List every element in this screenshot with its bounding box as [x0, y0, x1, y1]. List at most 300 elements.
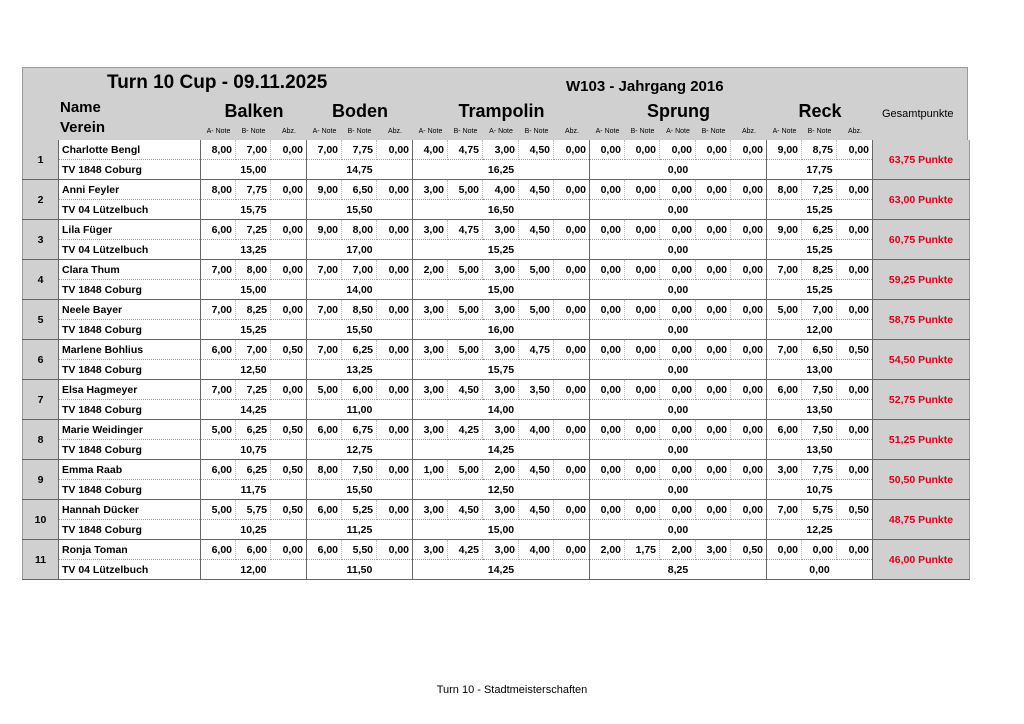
athlete-club: TV 1848 Coburg — [59, 320, 201, 340]
reck-sum-cell: 0,00 — [767, 560, 873, 580]
balken-sum-cell: 12,00 — [201, 560, 307, 580]
age-class-title: W103 - Jahrgang 2016 — [566, 78, 724, 95]
sprung-sum-cell: 0,00 — [590, 440, 767, 460]
balken-score-cell: 0,00 — [271, 180, 307, 200]
balken-sum-cell: 13,25 — [201, 240, 307, 260]
table-header — [22, 67, 968, 140]
reck-score-cell: 0,00 — [802, 540, 837, 560]
sprung-score-cell: 0,00 — [696, 420, 731, 440]
boden-sum-cell: 11,25 — [307, 520, 413, 540]
table-row — [23, 380, 970, 400]
athlete-club: TV 1848 Coburg — [59, 360, 201, 380]
sprung-score-cell: 0,00 — [590, 260, 625, 280]
trampolin-score-cell: 5,00 — [448, 260, 483, 280]
balken-score-cell: 8,00 — [201, 180, 236, 200]
reck-score-cell: 0,00 — [837, 420, 873, 440]
balken-sum-cell: 11,75 — [201, 480, 307, 500]
sub-column-label: Abz. — [741, 128, 756, 135]
sprung-score-cell: 0,00 — [731, 260, 767, 280]
results-sheet — [22, 67, 968, 580]
trampolin-score-cell: 3,00 — [413, 220, 448, 240]
sprung-sum-cell: 0,00 — [590, 400, 767, 420]
sprung-sum-cell: 0,00 — [590, 200, 767, 220]
reck-score-cell: 0,00 — [837, 380, 873, 400]
boden-score-cell: 5,50 — [342, 540, 377, 560]
athlete-club: TV 1848 Coburg — [59, 160, 201, 180]
sprung-score-cell: 0,00 — [731, 460, 767, 480]
boden-score-cell: 0,00 — [377, 460, 413, 480]
balken-score-cell: 5,00 — [201, 420, 236, 440]
balken-score-cell: 0,00 — [271, 220, 307, 240]
boden-score-cell: 0,00 — [377, 420, 413, 440]
trampolin-score-cell: 3,00 — [483, 140, 519, 160]
trampolin-score-cell: 4,50 — [519, 140, 554, 160]
sprung-sum-cell: 0,00 — [590, 520, 767, 540]
name-column-label: Name — [60, 99, 101, 116]
reck-sum-cell: 15,25 — [767, 280, 873, 300]
sprung-score-cell: 2,00 — [660, 540, 696, 560]
trampolin-score-cell: 4,00 — [519, 420, 554, 440]
athlete-club: TV 04 Lützelbuch — [59, 240, 201, 260]
balken-sum-cell: 14,25 — [201, 400, 307, 420]
balken-score-cell: 6,00 — [236, 540, 271, 560]
sprung-score-cell: 0,00 — [625, 300, 660, 320]
sprung-score-cell: 0,00 — [590, 140, 625, 160]
sub-column-label: Abz. — [847, 128, 862, 135]
trampolin-score-cell: 3,00 — [413, 300, 448, 320]
total-points: 52,75 Punkte — [873, 380, 970, 420]
rank-cell: 1 — [23, 140, 59, 180]
sprung-score-cell: 3,00 — [696, 540, 731, 560]
reck-sum-cell: 17,75 — [767, 160, 873, 180]
sub-column-label: A- Note — [206, 128, 231, 135]
trampolin-score-cell: 3,00 — [413, 180, 448, 200]
table-row-subtotals — [23, 160, 970, 180]
balken-score-cell: 7,00 — [201, 260, 236, 280]
balken-score-cell: 0,00 — [271, 260, 307, 280]
sprung-score-cell: 0,00 — [696, 380, 731, 400]
boden-sum-cell: 11,50 — [307, 560, 413, 580]
total-points: 51,25 Punkte — [873, 420, 970, 460]
balken-score-cell: 0,00 — [271, 380, 307, 400]
sprung-score-cell: 0,00 — [660, 460, 696, 480]
trampolin-score-cell: 0,00 — [554, 380, 590, 400]
trampolin-sum-cell: 15,25 — [413, 240, 590, 260]
balken-score-cell: 6,00 — [201, 340, 236, 360]
total-points: 58,75 Punkte — [873, 300, 970, 340]
apparatus-label-sprung: Sprung — [647, 101, 710, 121]
balken-sum-cell: 15,25 — [201, 320, 307, 340]
boden-score-cell: 0,00 — [377, 140, 413, 160]
sprung-score-cell: 0,00 — [660, 180, 696, 200]
reck-sum-cell: 15,25 — [767, 240, 873, 260]
trampolin-score-cell: 0,00 — [554, 540, 590, 560]
table-row-subtotals — [23, 240, 970, 260]
trampolin-score-cell: 4,75 — [519, 340, 554, 360]
boden-sum-cell: 12,75 — [307, 440, 413, 460]
table-row — [23, 460, 970, 480]
boden-score-cell: 5,25 — [342, 500, 377, 520]
athlete-club: TV 1848 Coburg — [59, 400, 201, 420]
trampolin-score-cell: 3,50 — [519, 380, 554, 400]
boden-score-cell: 0,00 — [377, 540, 413, 560]
sprung-sum-cell: 8,25 — [590, 560, 767, 580]
rank-cell: 6 — [23, 340, 59, 380]
balken-score-cell: 8,25 — [236, 300, 271, 320]
sprung-score-cell: 0,00 — [625, 380, 660, 400]
sub-column-label: B- Note — [701, 128, 726, 135]
athlete-club: TV 1848 Coburg — [59, 480, 201, 500]
boden-score-cell: 6,25 — [342, 340, 377, 360]
reck-score-cell: 7,50 — [802, 420, 837, 440]
sprung-score-cell: 0,00 — [625, 420, 660, 440]
reck-score-cell: 0,50 — [837, 340, 873, 360]
sub-column-label: Abz. — [281, 128, 296, 135]
sprung-score-cell: 0,00 — [731, 500, 767, 520]
sprung-score-cell: 0,00 — [625, 460, 660, 480]
table-row — [23, 260, 970, 280]
balken-sum-cell: 15,75 — [201, 200, 307, 220]
reck-sum-cell: 15,25 — [767, 200, 873, 220]
sprung-score-cell: 0,00 — [590, 180, 625, 200]
rank-cell: 11 — [23, 540, 59, 580]
trampolin-score-cell: 0,00 — [554, 420, 590, 440]
trampolin-score-cell: 0,00 — [554, 300, 590, 320]
reck-score-cell: 0,00 — [837, 220, 873, 240]
sprung-score-cell: 0,00 — [590, 380, 625, 400]
boden-sum-cell: 11,00 — [307, 400, 413, 420]
table-row — [23, 300, 970, 320]
apparatus-label-trampolin: Trampolin — [458, 101, 545, 121]
boden-score-cell: 7,00 — [307, 260, 342, 280]
boden-score-cell: 7,00 — [342, 260, 377, 280]
table-row — [23, 420, 970, 440]
trampolin-score-cell: 5,00 — [519, 300, 554, 320]
athlete-club: TV 1848 Coburg — [59, 520, 201, 540]
trampolin-score-cell: 5,00 — [519, 260, 554, 280]
sprung-sum-cell: 0,00 — [590, 240, 767, 260]
balken-score-cell: 6,25 — [236, 420, 271, 440]
balken-score-cell: 7,25 — [236, 220, 271, 240]
reck-score-cell: 5,00 — [767, 300, 802, 320]
sprung-score-cell: 0,00 — [625, 220, 660, 240]
reck-score-cell: 6,00 — [767, 420, 802, 440]
reck-score-cell: 7,25 — [802, 180, 837, 200]
boden-score-cell: 7,75 — [342, 140, 377, 160]
trampolin-score-cell: 4,50 — [519, 180, 554, 200]
sprung-score-cell: 0,00 — [625, 500, 660, 520]
reck-score-cell: 0,00 — [837, 540, 873, 560]
boden-sum-cell: 15,50 — [307, 480, 413, 500]
trampolin-sum-cell: 15,00 — [413, 280, 590, 300]
trampolin-score-cell: 3,00 — [483, 380, 519, 400]
trampolin-score-cell: 4,50 — [448, 500, 483, 520]
balken-score-cell: 5,00 — [201, 500, 236, 520]
sprung-score-cell: 0,00 — [696, 220, 731, 240]
balken-score-cell: 5,75 — [236, 500, 271, 520]
reck-score-cell: 7,00 — [767, 340, 802, 360]
sub-column-label: A- Note — [418, 128, 443, 135]
total-points: 46,00 Punkte — [873, 540, 970, 580]
reck-sum-cell: 13,50 — [767, 400, 873, 420]
table-row-subtotals — [23, 360, 970, 380]
balken-score-cell: 7,25 — [236, 380, 271, 400]
boden-score-cell: 9,00 — [307, 180, 342, 200]
sprung-score-cell: 0,00 — [590, 220, 625, 240]
balken-score-cell: 7,75 — [236, 180, 271, 200]
total-points: 63,00 Punkte — [873, 180, 970, 220]
athlete-name: Neele Bayer — [59, 300, 201, 320]
athlete-name: Elsa Hagmeyer — [59, 380, 201, 400]
boden-sum-cell: 17,00 — [307, 240, 413, 260]
rank-cell: 8 — [23, 420, 59, 460]
table-row-subtotals — [23, 520, 970, 540]
sprung-score-cell: 0,00 — [590, 500, 625, 520]
sprung-score-cell: 0,00 — [625, 140, 660, 160]
boden-score-cell: 6,50 — [342, 180, 377, 200]
reck-sum-cell: 12,25 — [767, 520, 873, 540]
sprung-sum-cell: 0,00 — [590, 320, 767, 340]
total-points: 60,75 Punkte — [873, 220, 970, 260]
sprung-score-cell: 0,00 — [660, 500, 696, 520]
balken-score-cell: 6,00 — [201, 540, 236, 560]
sprung-score-cell: 0,00 — [590, 340, 625, 360]
sprung-sum-cell: 0,00 — [590, 480, 767, 500]
trampolin-score-cell: 4,25 — [448, 540, 483, 560]
trampolin-score-cell: 3,00 — [483, 340, 519, 360]
table-row-subtotals — [23, 200, 970, 220]
trampolin-score-cell: 0,00 — [554, 140, 590, 160]
reck-score-cell: 8,00 — [767, 180, 802, 200]
trampolin-score-cell: 3,00 — [483, 220, 519, 240]
trampolin-score-cell: 2,00 — [413, 260, 448, 280]
total-points: 59,25 Punkte — [873, 260, 970, 300]
rank-cell: 3 — [23, 220, 59, 260]
table-row — [23, 540, 970, 560]
apparatus-label-reck: Reck — [798, 101, 842, 121]
boden-sum-cell: 15,50 — [307, 200, 413, 220]
boden-score-cell: 8,00 — [307, 460, 342, 480]
reck-sum-cell: 13,50 — [767, 440, 873, 460]
trampolin-score-cell: 1,00 — [413, 460, 448, 480]
sprung-sum-cell: 0,00 — [590, 160, 767, 180]
balken-sum-cell: 10,75 — [201, 440, 307, 460]
reck-score-cell: 7,00 — [767, 260, 802, 280]
total-column-label: Gesamtpunkte — [882, 108, 954, 120]
athlete-name: Anni Feyler — [59, 180, 201, 200]
boden-score-cell: 6,75 — [342, 420, 377, 440]
trampolin-score-cell: 4,50 — [519, 460, 554, 480]
balken-score-cell: 0,00 — [271, 300, 307, 320]
sprung-score-cell: 0,00 — [731, 180, 767, 200]
rank-cell: 10 — [23, 500, 59, 540]
reck-sum-cell: 13,00 — [767, 360, 873, 380]
balken-score-cell: 7,00 — [201, 380, 236, 400]
sprung-score-cell: 0,00 — [731, 140, 767, 160]
athlete-name: Ronja Toman — [59, 540, 201, 560]
rank-cell: 4 — [23, 260, 59, 300]
sub-column-label: Abz. — [387, 128, 402, 135]
table-row-subtotals — [23, 400, 970, 420]
reck-score-cell: 0,00 — [767, 540, 802, 560]
sub-column-label: B- Note — [241, 128, 266, 135]
table-row — [23, 220, 970, 240]
reck-score-cell: 6,25 — [802, 220, 837, 240]
balken-score-cell: 0,00 — [271, 540, 307, 560]
sub-column-label: B- Note — [524, 128, 549, 135]
reck-score-cell: 7,00 — [802, 300, 837, 320]
trampolin-score-cell: 0,00 — [554, 260, 590, 280]
trampolin-score-cell: 5,00 — [448, 340, 483, 360]
sprung-score-cell: 0,00 — [731, 420, 767, 440]
sprung-sum-cell: 0,00 — [590, 280, 767, 300]
boden-score-cell: 0,00 — [377, 180, 413, 200]
balken-sum-cell: 12,50 — [201, 360, 307, 380]
balken-score-cell: 8,00 — [201, 140, 236, 160]
sprung-score-cell: 0,00 — [625, 180, 660, 200]
reck-score-cell: 6,00 — [767, 380, 802, 400]
balken-score-cell: 0,50 — [271, 460, 307, 480]
trampolin-score-cell: 0,00 — [554, 180, 590, 200]
reck-score-cell: 8,25 — [802, 260, 837, 280]
club-column-label: Verein — [60, 119, 106, 136]
athlete-club: TV 04 Lützelbuch — [59, 200, 201, 220]
sub-column-label: B- Note — [630, 128, 655, 135]
sub-column-label: A- Note — [489, 128, 513, 135]
sprung-score-cell: 0,00 — [696, 500, 731, 520]
trampolin-sum-cell: 16,00 — [413, 320, 590, 340]
balken-score-cell: 7,00 — [236, 340, 271, 360]
sprung-score-cell: 0,00 — [731, 380, 767, 400]
reck-score-cell: 0,50 — [837, 500, 873, 520]
balken-score-cell: 0,00 — [271, 140, 307, 160]
trampolin-score-cell: 3,00 — [483, 500, 519, 520]
sprung-score-cell: 0,00 — [660, 420, 696, 440]
boden-score-cell: 0,00 — [377, 500, 413, 520]
trampolin-sum-cell: 14,25 — [413, 440, 590, 460]
trampolin-score-cell: 3,00 — [413, 420, 448, 440]
sprung-score-cell: 0,00 — [696, 140, 731, 160]
sprung-score-cell: 0,00 — [731, 300, 767, 320]
sprung-score-cell: 0,00 — [696, 460, 731, 480]
boden-score-cell: 5,00 — [307, 380, 342, 400]
boden-score-cell: 6,00 — [307, 420, 342, 440]
reck-score-cell: 7,00 — [767, 500, 802, 520]
boden-sum-cell: 13,25 — [307, 360, 413, 380]
reck-score-cell: 9,00 — [767, 220, 802, 240]
trampolin-score-cell: 5,00 — [448, 460, 483, 480]
total-points: 54,50 Punkte — [873, 340, 970, 380]
balken-sum-cell: 15,00 — [201, 160, 307, 180]
boden-score-cell: 9,00 — [307, 220, 342, 240]
table-row-subtotals — [23, 320, 970, 340]
table-row-subtotals — [23, 480, 970, 500]
sprung-score-cell: 0,00 — [696, 300, 731, 320]
boden-score-cell: 7,00 — [307, 140, 342, 160]
rank-cell: 9 — [23, 460, 59, 500]
sprung-score-cell: 2,00 — [590, 540, 625, 560]
boden-score-cell: 0,00 — [377, 380, 413, 400]
reck-score-cell: 7,75 — [802, 460, 837, 480]
sprung-score-cell: 0,00 — [625, 260, 660, 280]
reck-score-cell: 8,75 — [802, 140, 837, 160]
apparatus-label-boden: Boden — [332, 101, 388, 121]
trampolin-sum-cell: 15,75 — [413, 360, 590, 380]
trampolin-score-cell: 3,00 — [413, 540, 448, 560]
boden-score-cell: 8,50 — [342, 300, 377, 320]
athlete-name: Emma Raab — [59, 460, 201, 480]
reck-score-cell: 6,50 — [802, 340, 837, 360]
trampolin-sum-cell: 14,00 — [413, 400, 590, 420]
sub-column-label: B- Note — [453, 128, 478, 135]
sprung-score-cell: 0,00 — [660, 380, 696, 400]
sub-column-label: A- Note — [772, 128, 797, 135]
athlete-name: Hannah Dücker — [59, 500, 201, 520]
total-points: 48,75 Punkte — [873, 500, 970, 540]
table-row — [23, 340, 970, 360]
trampolin-score-cell: 3,00 — [413, 340, 448, 360]
sub-column-label: A- Note — [595, 128, 620, 135]
reck-sum-cell: 10,75 — [767, 480, 873, 500]
athlete-name: Charlotte Bengl — [59, 140, 201, 160]
reck-score-cell: 0,00 — [837, 460, 873, 480]
table-row-subtotals — [23, 280, 970, 300]
reck-score-cell: 3,00 — [767, 460, 802, 480]
balken-score-cell: 6,00 — [201, 460, 236, 480]
sub-column-label: B- Note — [807, 128, 832, 135]
sprung-score-cell: 0,00 — [731, 220, 767, 240]
sprung-score-cell: 0,50 — [731, 540, 767, 560]
trampolin-sum-cell: 16,25 — [413, 160, 590, 180]
balken-score-cell: 6,00 — [201, 220, 236, 240]
reck-score-cell: 0,00 — [837, 260, 873, 280]
trampolin-sum-cell: 12,50 — [413, 480, 590, 500]
rank-cell: 7 — [23, 380, 59, 420]
balken-score-cell: 0,50 — [271, 340, 307, 360]
reck-score-cell: 7,50 — [802, 380, 837, 400]
trampolin-score-cell: 2,00 — [483, 460, 519, 480]
rank-cell: 5 — [23, 300, 59, 340]
balken-score-cell: 7,00 — [236, 140, 271, 160]
trampolin-score-cell: 0,00 — [554, 500, 590, 520]
trampolin-score-cell: 3,00 — [483, 300, 519, 320]
table-row-subtotals — [23, 560, 970, 580]
boden-score-cell: 7,50 — [342, 460, 377, 480]
reck-score-cell: 5,75 — [802, 500, 837, 520]
sprung-score-cell: 0,00 — [625, 340, 660, 360]
trampolin-score-cell: 0,00 — [554, 460, 590, 480]
trampolin-score-cell: 4,00 — [483, 180, 519, 200]
boden-score-cell: 8,00 — [342, 220, 377, 240]
trampolin-score-cell: 3,00 — [483, 420, 519, 440]
sub-column-label: A- Note — [312, 128, 337, 135]
boden-score-cell: 0,00 — [377, 260, 413, 280]
boden-score-cell: 6,00 — [307, 540, 342, 560]
trampolin-score-cell: 3,00 — [483, 260, 519, 280]
boden-sum-cell: 14,75 — [307, 160, 413, 180]
trampolin-score-cell: 4,75 — [448, 220, 483, 240]
trampolin-score-cell: 4,25 — [448, 420, 483, 440]
trampolin-score-cell: 3,00 — [483, 540, 519, 560]
competition-title: Turn 10 Cup - 09.11.2025 — [107, 72, 328, 93]
boden-score-cell: 7,00 — [307, 300, 342, 320]
sprung-score-cell: 0,00 — [660, 340, 696, 360]
sprung-score-cell: 0,00 — [590, 460, 625, 480]
athlete-club: TV 04 Lützelbuch — [59, 560, 201, 580]
results-table — [22, 140, 970, 580]
trampolin-score-cell: 0,00 — [554, 220, 590, 240]
balken-score-cell: 8,00 — [236, 260, 271, 280]
